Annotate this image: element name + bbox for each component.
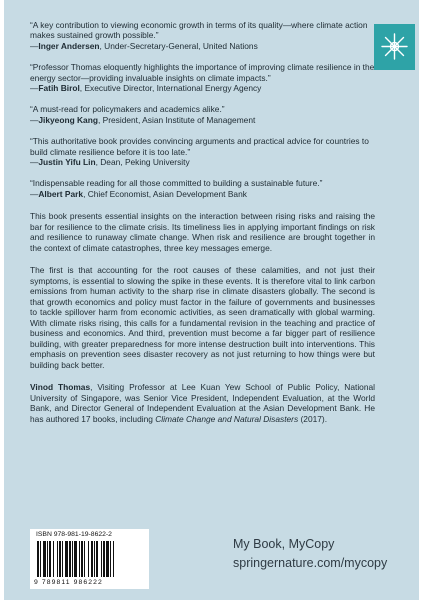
barcode-number: 9 789811 986222 [34,579,103,586]
barcode-bar [103,541,105,577]
summary-paragraph-2: The first is that accounting for the root causes of these calamities, and not just their symptoms, is essential to slowing the spike in these events. It is therefore vital to link carbon emissions from human activity to the sharp rise in climate disasters globally. The second is that growth economics and policy must factor in the failure of governments and businesses to tackle spillover harm from economic activities, as seen dramatically with global warming. With climate risks rising, this calls for a fundamental revision in the teaching and practice of business and economics. And third, prevention must become a far bigger part of resilience building, with greater preparedness for more intense destruction built into interventions. This emphasis on prevention sees disaster recovery as not just returning to how things were but building back better. [30,265,375,370]
endorsements [30,20,375,199]
endorsement-text: “Professor Thomas eloquently highlights the importance of improving climate resilience in the energy sector—providing invaluable insights on climate impacts.” [30,62,375,83]
endorser-title: , Under-Secretary-General, United Nations [99,40,258,51]
author-bio-text: , Visiting Professor at Lee Kuan Yew School of Public Policy, National University of Singapore, was Senior Vice President, Independent Evaluation, at the World Bank, and Director General of Independent Evaluation at the Asian Development Bank. He has authored 17 books, including [30,382,376,424]
endorsement-attribution [30,189,375,199]
endorsement [30,136,375,167]
barcode-bar [40,541,41,577]
attribution-dash: — [30,188,39,199]
endorser-name: Justin Yifu Lin [38,157,96,168]
publisher-logo [374,24,415,70]
barcode-box [30,529,149,589]
endorsement [30,104,375,125]
barcode-bar [47,541,48,577]
barcode-bar [110,541,111,577]
barcode-bar [43,541,46,577]
palgrave-star-icon [380,32,409,61]
barcode-bar [69,541,71,577]
endorsement-attribution [30,41,375,51]
barcode-bar [62,541,63,577]
attribution-dash: — [30,157,39,168]
attribution-dash: — [30,40,39,51]
endorser-title: , President, Asian Institute of Management [97,114,256,125]
endorsement-attribution [30,83,375,93]
barcode-bar [65,541,68,577]
barcode-bar [88,541,89,577]
endorser-name: Jikyeong Kang [38,114,98,125]
author-name: Vinod Thomas [30,382,91,393]
author-bio [30,382,375,424]
barcode-bar [106,541,109,577]
author-bio-tail: (2017). [298,413,328,424]
summary-paragraph-1: This book presents essential insights on the interaction between rising risks and raising the bar for resilience to the climate crisis. Its timeliness lies in applying important findings on risk and resilience to runaway climate change. When risk and resilience are brought together in the context of climate catastrophes, three key messages emerge. [30,211,375,253]
attribution-dash: — [30,114,39,125]
barcode-bar [57,541,58,577]
endorsement-text: “Indispensable reading for all those committed to building a sustainable future.” [30,178,323,189]
endorser-title: , Executive Director, International Energy Agency [79,83,262,94]
endorser-name: Fatih Birol [38,83,80,94]
barcode-bar [101,541,102,577]
barcode-bar [94,541,95,577]
barcode-bar [59,541,61,577]
back-cover [4,0,419,600]
promo-tagline: My Book, MyCopy [233,537,335,551]
barcode-bar [74,541,77,577]
barcode-bar [79,541,80,577]
promo-url[interactable]: springernature.com/mycopy [233,556,388,570]
endorser-name: Albert Park [38,188,84,199]
barcode-bar [84,541,85,577]
barcode-bar [81,541,83,577]
barcode-bar [49,541,51,577]
endorsement [30,62,375,93]
endorsement-attribution [30,115,375,125]
endorser-title: , Dean, Peking University [95,157,190,168]
endorser-name: Inger Andersen [38,40,100,51]
endorsement-text: “A key contribution to viewing economic growth in terms of its quality—where climate action makes sustained growth possible.” [30,20,368,41]
barcode-bar [96,541,98,577]
endorsement [30,20,375,51]
barcode-bar [53,541,54,577]
isbn: ISBN 978-981-19-8622-2 [36,531,112,538]
attribution-dash: — [30,83,39,94]
barcode [37,541,141,577]
endorsement-text: “This authoritative book provides convincing arguments and practical advice for countries to build climate resilience before it is too late.” [30,136,369,157]
endorsement-attribution [30,157,375,167]
cover-text [30,20,375,433]
author-book-title: Climate Change and Natural Disasters [155,413,299,424]
barcode-bar [72,541,73,577]
endorser-title: , Chief Economist, Asian Development Bank [83,188,247,199]
endorsement [30,178,375,199]
barcode-bar [113,541,114,577]
endorsement-text: “A must-read for policymakers and academics alike.” [30,104,225,115]
barcode-bar [37,541,39,577]
barcode-bar [91,541,93,577]
